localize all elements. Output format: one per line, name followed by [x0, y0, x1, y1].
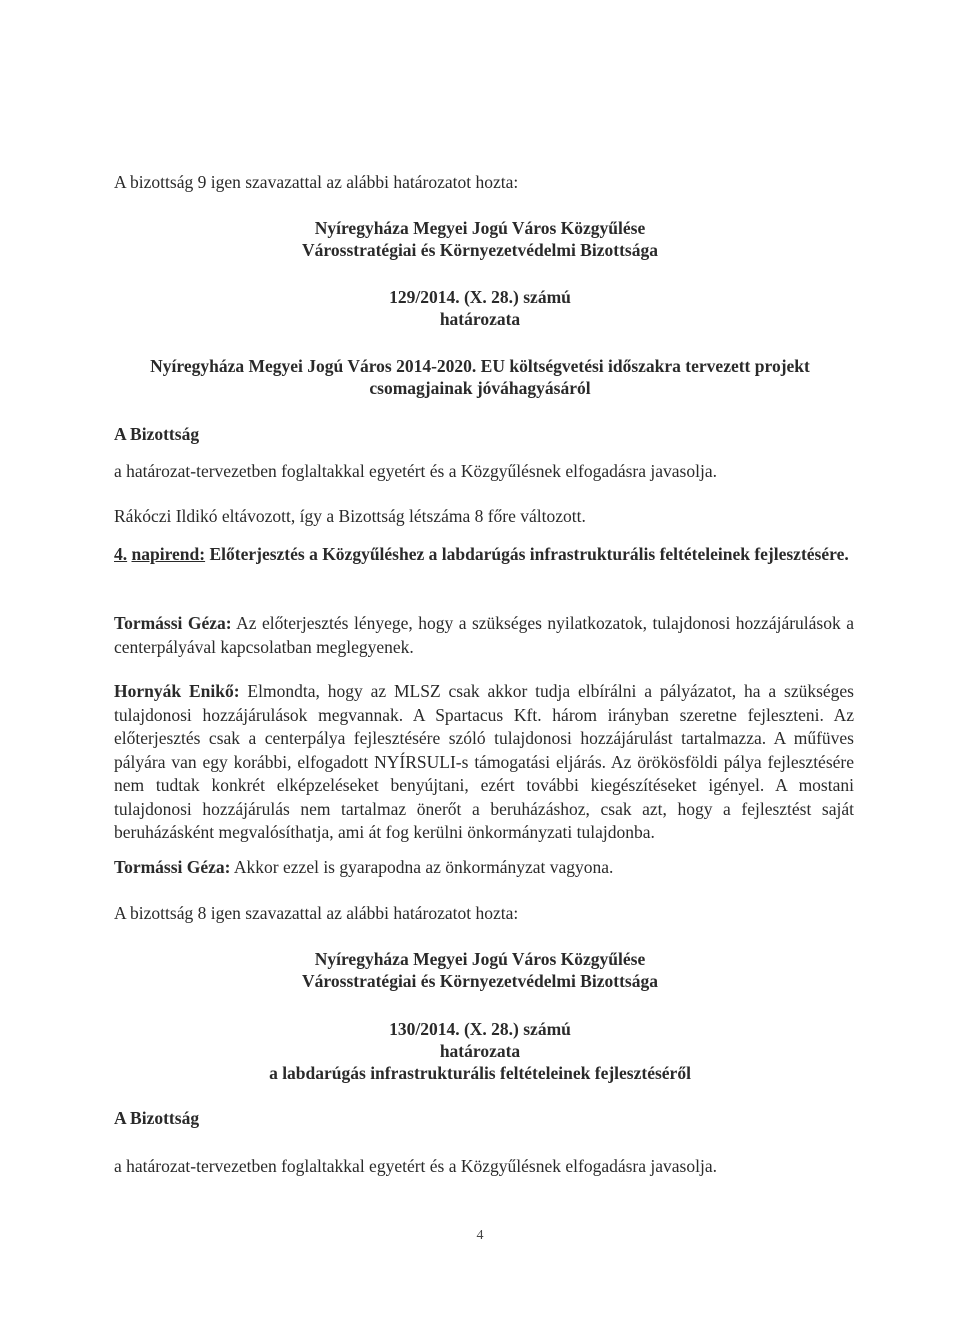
statement-speaker: Hornyák Enikő:: [114, 681, 240, 701]
resolution-2-org-line-1: Nyíregyháza Megyei Jogú Város Közgyűlése: [314, 949, 646, 969]
resolution-2-kind: határozata: [439, 1041, 521, 1061]
resolution-1-committee: A Bizottság: [114, 424, 200, 444]
agenda-label: napirend:: [131, 544, 206, 564]
statement-text: Akkor ezzel is gyarapodna az önkormányzat vagyona.: [233, 857, 614, 877]
resolution-1-org-line-2: Városstratégiai és Környezetvédelmi Bizottsága: [302, 240, 658, 260]
resolution-1-number: 129/2014. (X. 28.) számú: [389, 287, 571, 307]
page-number: 4: [476, 1228, 484, 1243]
resolution-2-org-line-2: Városstratégiai és Környezetvédelmi Bizottsága: [302, 971, 658, 991]
statement-3: [114, 856, 854, 880]
statement-text: Elmondta, hogy az MLSZ csak akkor tudja elbírálni a pályázatot, ha a szükséges tulajdonosi hozzájárulások megvannak. A Spartacus Kft. három irányban szeretne fejleszteni. Az előterjesztés csak a centerpálya fejlesztésére szóló tulajdonosi hozzájárulást tartalmazza. A műfüves pályára van egy korábbi, elfogadott NYÍRSULI-s támogatási eljárás. Az örökösföldi pálya fejlesztésére nem tudtak konkrét elképzeléseket benyújtani, ezért további kiegészítéseket igényel. A mostani tulajdonosi hozzájárulás nem tartalmaz önerőt a beruházáshoz, csak azt, hogy a fejlesztést saját beruházásként megvalósíthatja, ami át fog kerülni önkormányzati tulajdonba.: [114, 681, 854, 842]
statement-speaker: Tormássi Géza:: [114, 613, 232, 633]
vote-statement-2: A bizottság 8 igen szavazattal az alábbi határozatot hozta:: [114, 903, 519, 923]
resolution-1-subject-line-1: Nyíregyháza Megyei Jogú Város 2014-2020. EU költségvetési időszakra tervezett projekt: [150, 356, 810, 376]
resolution-2-decision: a határozat-tervezetben foglaltakkal egyetért és a Közgyűlésnek elfogadásra javasolja.: [114, 1156, 717, 1176]
resolution-1-subject-line-2: csomagjainak jóváhagyásáról: [369, 378, 591, 398]
statement-2: [114, 680, 854, 845]
resolution-2-number: 130/2014. (X. 28.) számú: [389, 1019, 571, 1039]
statement-speaker: Tormássi Géza:: [114, 857, 231, 877]
resolution-1-kind: határozata: [439, 309, 521, 329]
agenda-item: [114, 543, 854, 567]
resolution-2-committee: A Bizottság: [114, 1108, 200, 1128]
resolution-1-decision: a határozat-tervezetben foglaltakkal egyetért és a Közgyűlésnek elfogadásra javasolja.: [114, 461, 717, 481]
resolution-1-org-line-1: Nyíregyháza Megyei Jogú Város Közgyűlése: [314, 218, 646, 238]
resolution-2-subject: a labdarúgás infrastrukturális feltételeinek fejlesztéséről: [269, 1063, 691, 1083]
statement-1: [114, 612, 854, 659]
membership-note: Rákóczi Ildikó eltávozott, így a Bizottság létszáma 8 főre változott.: [114, 506, 586, 526]
agenda-number: 4.: [114, 544, 128, 564]
statement-text: Az előterjesztés lényege, hogy a szükséges nyilatkozatok, tulajdonosi hozzájárulások a centerpályával kapcsolatban meglegyenek.: [114, 613, 854, 657]
agenda-title: Előterjesztés a Közgyűléshez a labdarúgás infrastrukturális feltételeinek fejlesztésére.: [209, 544, 849, 564]
vote-statement-1: A bizottság 9 igen szavazattal az alábbi határozatot hozta:: [114, 172, 519, 192]
